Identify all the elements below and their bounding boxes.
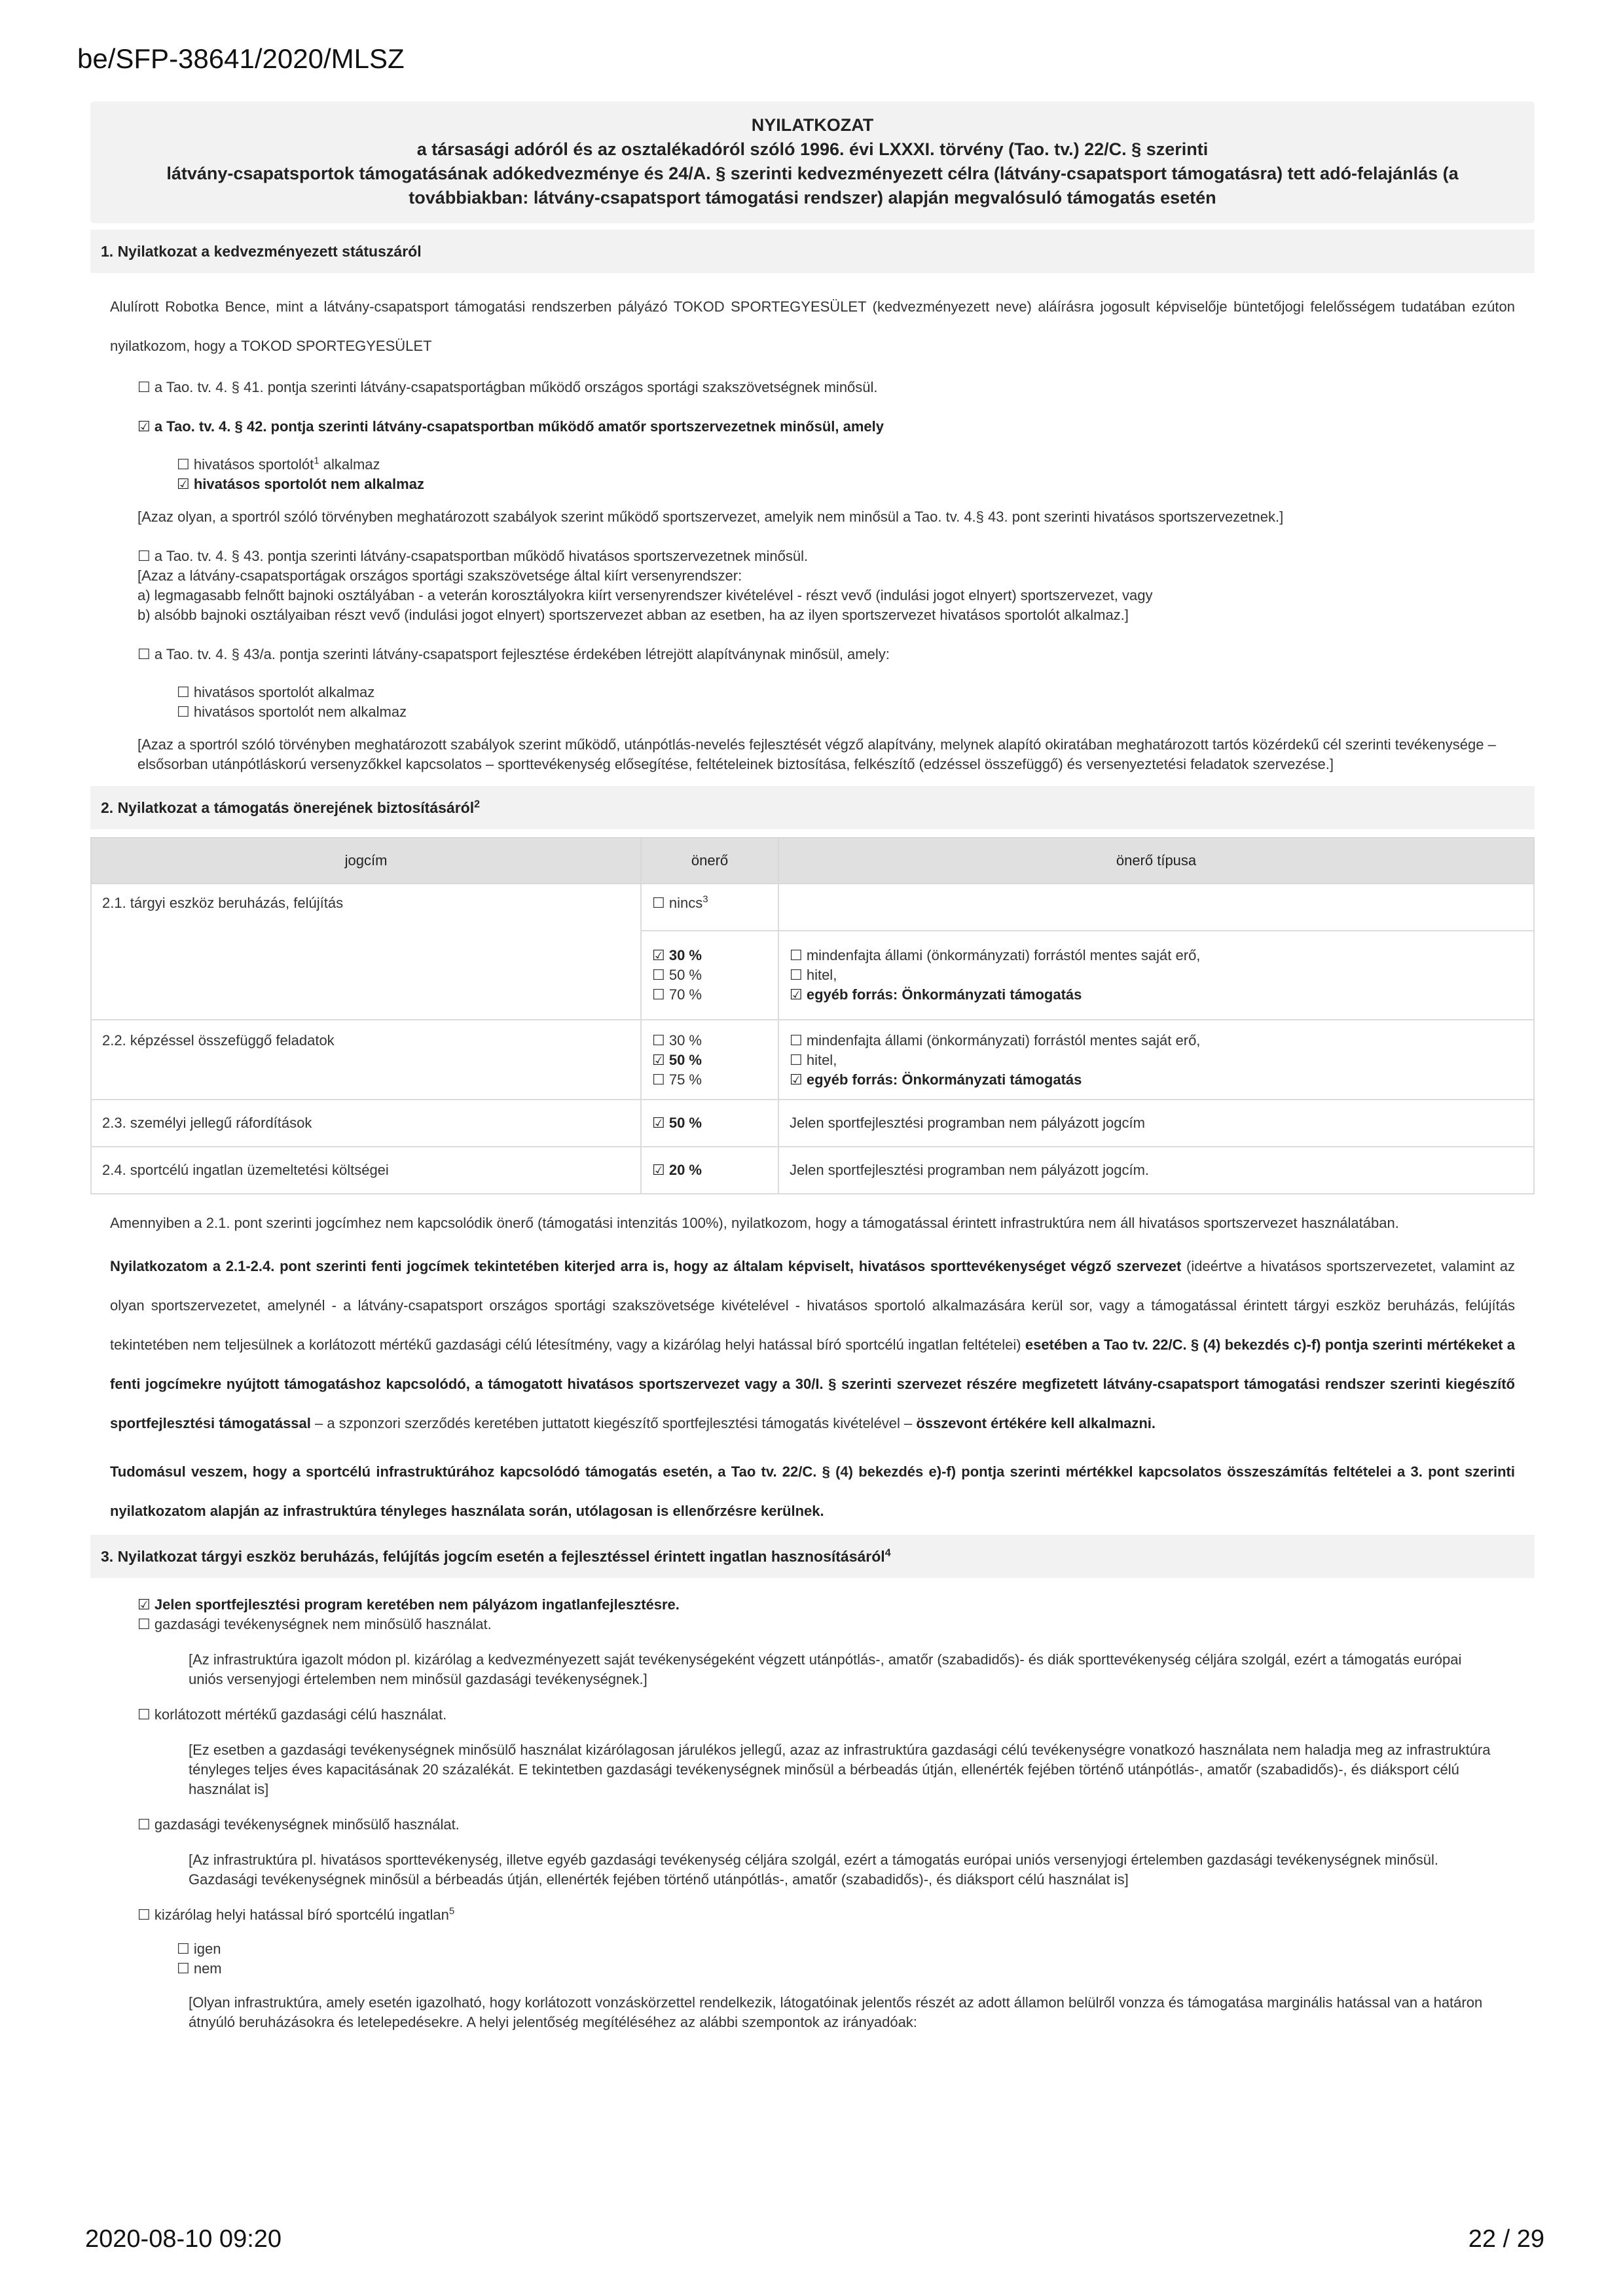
type-loan[interactable]: ☐ hitel, <box>790 967 837 983</box>
s3-option-local-yes[interactable]: ☐ igen <box>177 1941 221 1957</box>
column-header: jogcím <box>91 838 641 884</box>
s1-option-42[interactable]: ☑ a Tao. tv. 4. § 42. pontja szerinti látvány-csapatsportban működő amatőr sportszervezetnek minősül, amely <box>137 418 884 435</box>
footer-page-number: 22 / 29 <box>1468 2225 1544 2253</box>
footer-timestamp: 2020-08-10 09:20 <box>85 2225 282 2253</box>
s3-note-limited-economic: [Ez esetben a gazdasági tevékenységnek minősülő használat kizárólagosan járulékos jellegű, azaz az infrastruktúra gazdasági célú tevékenységre vonatkozó használata nem haladja meg az infrastruktúra tényleges teljes éves kapacitásának 20 százalékát. E tekintetben gazdasági tevékenységnek minősül a bérbeadás útján, ellenérték fejében történő utánpótlás-, amatőr (szabadidős)-, és diáksport célú használat is] <box>189 1742 1491 1797</box>
option-50[interactable]: ☑ 50 % <box>641 1100 778 1147</box>
option-text: ☐ kizárólag helyi hatással bíró sportcélú ingatlan <box>137 1907 449 1923</box>
s1-option-43a[interactable]: ☐ a Tao. tv. 4. § 43/a. pontja szerinti látvány-csapatsport fejlesztése érdekében létrejött alapítványnak minősül, amely: <box>137 646 890 662</box>
contribution-type-options <box>778 1020 1534 1100</box>
row-label: 2.1. tárgyi eszköz beruházás, felújítás <box>91 884 641 1020</box>
table-row <box>91 1147 1534 1194</box>
table-row <box>91 1020 1534 1100</box>
option-30[interactable]: ☐ 30 % <box>652 1032 702 1049</box>
type-other[interactable]: ☑ egyéb forrás: Önkormányzati támogatás <box>790 1071 1082 1088</box>
contribution-type-options <box>778 931 1534 1020</box>
type-other[interactable]: ☑ egyéb forrás: Önkormányzati támogatás <box>790 986 1082 1003</box>
footnote-ref: 4 <box>884 1547 891 1559</box>
s3-option-non-economic[interactable]: ☐ gazdasági tevékenységnek nem minősülő használat. <box>137 1616 492 1632</box>
contribution-type: Jelen sportfejlesztési programban nem pályázott jogcím <box>778 1100 1534 1147</box>
bold-text: esetében a Tao tv. 22/C. § (4) bekezdés c)-f) pontja szerinti mértékeket a fenti jogcímekre nyújtott támogatáshoz kapcsolódó, a támogatott hivatásos sportszervezet vagy a 30/I. § szerinti szervezet részére megfizetett látvány-csapatsport támogatási rendszer szerinti kiegészítő sportfejlesztési támogatással <box>110 1336 1516 1431</box>
footnote-ref: 2 <box>474 798 480 810</box>
title-line: látvány-csapatsportok támogatásának adókedvezménye és 24/A. § szerinti kedvezményezett célra (látvány-csapatsport támogatásra) tett adó-felajánlás (a <box>166 164 1459 183</box>
declaration-title <box>90 101 1535 223</box>
contribution-options <box>641 931 778 1020</box>
document-id: be/SFP-38641/2020/MLSZ <box>77 43 405 74</box>
s1-option-43[interactable]: ☐ a Tao. tv. 4. § 43. pontja szerinti látvány-csapatsportban működő hivatásos sportszervezetnek minősül. <box>137 548 809 564</box>
section-title: 2. Nyilatkozat a támogatás önerejének biztosításáról <box>101 799 475 816</box>
footnote-ref: 5 <box>448 1905 455 1917</box>
s3-note-economic: [Az infrastruktúra pl. hivatásos sporttevékenység, illetve egyéb gazdasági tevékenység céljára szolgál, ezért a támogatás európai uniós versenyjogi értelemben gazdasági tevékenységnek minősül. Gazdasági tevékenységnek minősül a bérbeadás útján, ellenérték fejében történő utánpótlás-, amatőr (szabadidős)-, és diáksport célú használat is] <box>189 1852 1438 1888</box>
footnote-ref: 3 <box>702 893 708 905</box>
s3-option-local-impact[interactable] <box>90 1905 1535 1925</box>
column-header: önerő <box>641 838 778 884</box>
option-70[interactable]: ☐ 70 % <box>652 986 702 1003</box>
option-text: ☐ hivatásos sportolót <box>177 456 314 473</box>
s3-option-limited-economic[interactable]: ☐ korlátozott mértékű gazdasági célú használat. <box>137 1706 447 1723</box>
option-30[interactable]: ☑ 30 % <box>652 947 702 963</box>
row-label: 2.3. személyi jellegű ráfordítások <box>91 1100 641 1147</box>
type-own[interactable]: ☐ mindenfajta állami (önkormányzati) forrástól mentes saját erő, <box>790 1032 1201 1049</box>
s1-note-43-line: b) alsóbb bajnoki osztályaiban részt vevő (indulási jogot elnyert) sportszervezet abban az esetben, ha az ilyen sportszervezet hivatásos sportolót alkalmaz.] <box>137 607 1129 623</box>
option-75[interactable]: ☐ 75 % <box>652 1071 702 1088</box>
own-contribution-table <box>90 837 1535 1194</box>
s1-option-43a-not-employs[interactable]: ☐ hivatásos sportolót nem alkalmaz <box>177 704 407 720</box>
contribution-options <box>641 1020 778 1100</box>
s2-paragraph-2 <box>90 1247 1535 1443</box>
s1-option-43a-employs[interactable]: ☐ hivatásos sportolót alkalmaz <box>177 684 375 700</box>
document-body <box>90 101 1535 2032</box>
option-20[interactable]: ☑ 20 % <box>641 1147 778 1194</box>
section-3-heading <box>90 1535 1535 1578</box>
empty-cell <box>778 884 1534 931</box>
s3-option-no-development[interactable]: ☑ Jelen sportfejlesztési program keretében nem pályázom ingatlanfejlesztésre. <box>137 1596 680 1613</box>
s1-option-42-not-employs[interactable]: ☑ hivatásos sportolót nem alkalmaz <box>177 476 424 492</box>
s1-note-43-line: [Azaz a látvány-csapatsportágak országos sportági szakszövetsége által kiírt versenyrendszer: <box>137 567 742 584</box>
footnote-ref: 1 <box>314 455 319 467</box>
s1-note-43-line: a) legmagasabb felnőtt bajnoki osztályában - a veterán korosztályokra kiírt versenyrendszer kivételével - részt vevő (indulási jogot elnyert) sportszervezet, vagy <box>137 587 1153 603</box>
option-text: alkalmaz <box>319 456 380 473</box>
section-1-heading: 1. Nyilatkozat a kedvezményezett státuszáról <box>90 230 1535 273</box>
row-label: 2.4. sportcélú ingatlan üzemeltetési költségei <box>91 1147 641 1194</box>
type-loan[interactable]: ☐ hitel, <box>790 1052 837 1068</box>
row-label: 2.2. képzéssel összefüggő feladatok <box>91 1020 641 1100</box>
table-row <box>91 884 1534 931</box>
s3-option-local-no[interactable]: ☐ nem <box>177 1960 222 1977</box>
type-own[interactable]: ☐ mindenfajta állami (önkormányzati) forrástól mentes saját erő, <box>790 947 1201 963</box>
title-line: továbbiakban: látvány-csapatsport támogatási rendszer) alapján megvalósuló támogatás esetén <box>409 188 1216 207</box>
s2-paragraph-1: Amennyiben a 2.1. pont szerinti jogcímhez nem kapcsolódik önerő (támogatási intenzitás 100%), nyilatkozom, hogy a támogatással érintett infrastruktúra nem áll hivatásos sportszervezet használatában. <box>110 1215 1399 1231</box>
table-header-row <box>91 838 1534 884</box>
option-50[interactable]: ☑ 50 % <box>652 1052 702 1068</box>
bold-text: összevont értékére kell alkalmazni. <box>916 1415 1156 1431</box>
s3-note-local-impact: [Olyan infrastruktúra, amely esetén igazolható, hogy korlátozott vonzáskörzettel rendelkezik, látogatóinak jelentős részét az adott államon belülről vonzza és támogatása marginális hatással van a határon átnyúló beruházásokra és letelepedésekre. A helyi jelentőség megítéléséhez az alábbi szempontok az irányadóak: <box>189 1994 1483 2030</box>
s3-note-non-economic: [Az infrastruktúra igazolt módon pl. kizárólag a kedvezményezett saját tevékenységeként végzett utánpótlás-, amatőr (szabadidős)- és diák sporttevékenység céljára szolgál, ezért a támogatás európai uniós versenyjogi értelemben nem minősül gazdasági tevékenységnek.] <box>189 1651 1462 1687</box>
section-title: 3. Nyilatkozat tárgyi eszköz beruházás, felújítás jogcím esetén a fejlesztéssel érintett ingatlan hasznosításáról <box>101 1548 885 1565</box>
option-none[interactable]: ☐ nincs$^3$ <box>641 884 778 931</box>
s1-note-43a: [Azaz a sportról szóló törvényben meghatározott szabályok szerint működő, utánpótlás-nevelés fejlesztését végző alapítvány, melynek alapító okiratában meghatározott tartós közérdekű cél szerinti tevékenysége – elsősorban utánpótláskorú versenyzőkkel kapcsolatos – sporttevékenység elősegítése, feltételeinek biztosítása, felkészítő (edzéssel összefüggő) és versenyeztetési feladatok szervezése.] <box>137 736 1496 772</box>
regular-text: (ideértve a hivatásos sportszervezetet, valamint az olyan sportszervezetet, amelynél - a látvány-csapatsport országos sportági szakszövetsége kivételével - hivatásos sportoló alkalmazására kerül sor, vagy a támogatással érintett tárgyi eszköz beruházás, felújítás tekintetében nem teljesülnek a korlátozott mértékű gazdasági célú létesítmény, vagy a kizárólag helyi hatással bíró sportcélú ingatlan feltételei) <box>110 1258 1515 1353</box>
option-50[interactable]: ☐ 50 % <box>652 967 702 983</box>
title-line: a társasági adóról és az osztalékadóról szóló 1996. évi LXXXI. törvény (Tao. tv.) 22/C. § szerinti <box>416 139 1209 159</box>
s2-paragraph-3: Tudomásul veszem, hogy a sportcélú infrastruktúrához kapcsolódó támogatás esetén, a Tao tv. 22/C. § (4) bekezdés e)-f) pontja szerinti mértékkel kapcsolatos összeszámítás feltételei a 3. pont szerinti nyilatkozatom alapján az infrastruktúra tényleges használata során, utólagosan is ellenőrzésre kerülnek. <box>110 1463 1515 1519</box>
s1-option-41[interactable]: ☐ a Tao. tv. 4. § 41. pontja szerinti látvány-csapatsportágban működő országos sportági szakszövetségnek minősül. <box>137 379 878 395</box>
s1-option-42-employs[interactable] <box>90 455 1535 475</box>
s3-option-economic[interactable]: ☐ gazdasági tevékenységnek minősülő használat. <box>137 1816 460 1833</box>
column-header: önerő típusa <box>778 838 1534 884</box>
section-2-heading <box>90 786 1535 829</box>
table-row <box>91 1100 1534 1147</box>
s1-intro: Alulírott Robotka Bence, mint a látvány-csapatsport támogatási rendszerben pályázó TOKOD SPORTEGYESÜLET (kedvezményezett neve) aláírásra jogosult képviselője büntetőjogi felelősségem tudatában ezúton nyilatkozom, hogy a TOKOD SPORTEGYESÜLET <box>110 298 1515 354</box>
contribution-type: Jelen sportfejlesztési programban nem pályázott jogcím. <box>778 1147 1534 1194</box>
regular-text: – a szponzori szerződés keretében juttatott kiegészítő sportfejlesztési támogatás kivételével – <box>310 1415 917 1431</box>
bold-text: Nyilatkozatom a 2.1-2.4. pont szerinti fenti jogcímek tekintetében kiterjed arra is, hogy az általam képviselt, hivatásos sporttevékenységet végző szervezet <box>110 1258 1182 1274</box>
s1-note-42: [Azaz olyan, a sportról szóló törvényben meghatározott szabályok szerint működő sportszervezet, amelyik nem minősül a Tao. tv. 4.§ 43. pont szerinti hivatásos sportszervezetnek.] <box>137 509 1284 525</box>
title-line: NYILATKOZAT <box>751 115 874 135</box>
